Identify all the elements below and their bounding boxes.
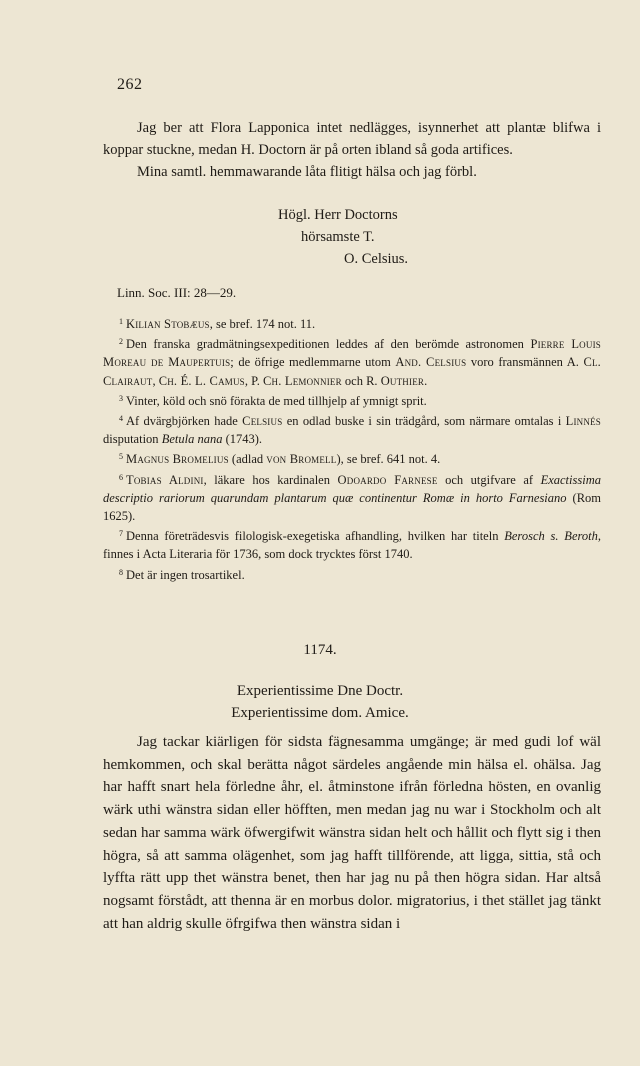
footnote-text: . [424, 373, 428, 388]
footnote [103, 469, 601, 526]
footnote-text: , P. [244, 373, 263, 388]
person-name: Linnés [565, 414, 601, 429]
letter-text [103, 731, 601, 935]
footnote-mark: 5 [119, 452, 123, 462]
footnote-text: disputation [103, 432, 162, 447]
person-name: Odoardo Farnese [337, 472, 438, 487]
person-name: Outhier [380, 373, 425, 388]
footnote-text: ), se bref. 641 not. 4. [336, 452, 441, 467]
salutation-line: Experientissime Dne Doctr. [236, 683, 404, 699]
footnote-text: , [152, 373, 159, 388]
letter-number: 1174. [303, 642, 337, 658]
footnote-mark: 8 [119, 567, 123, 577]
letter-closing [103, 204, 601, 270]
person-name: And. Celsius [395, 355, 467, 370]
source-reference: Linn. Soc. III: 28—29. [117, 285, 237, 300]
footnote-text: , läkare hos kardinalen [203, 472, 338, 487]
person-name: Celsius [242, 414, 283, 429]
salutation-line: Experientissime dom. Amice. [231, 705, 409, 721]
footnote-text: (adlad [228, 452, 267, 467]
footnote-mark: 7 [119, 529, 123, 539]
body-paragraph: Jag tackar kiärligen för sidsta fägnesamma umgänge; är med gudi lof wäl hemkommen, och skal berätta något särdeles angående min hälsa el. ohälsa. Jag har hafft snart hela förledne åhr, el. åtminstone ifrån förledna hösten, en ovanlig wärk uthi wänstra sidan eller höfften, men medan jag nu war i Stockholm och alt sedan har samma wärk öfwergifwit wänstra sidan helt och hållit och flytt sig i then högra, så att samma olägenhet, som jag hafft tillförende, att ligga, sittia, stå och lyffta rätt upp thet wänstra benet, then har jag nu på then högra sidan. Har altså nogsamt förstådt, att thenna är en morbus dolor. migratorius, i thet stället jag tänkt att han aldrig skulle öfrgifwa then wänstra sidan i [103, 734, 601, 932]
footnote-mark: 3 [119, 393, 123, 403]
footnote [103, 525, 601, 563]
footnote [103, 410, 601, 448]
footnote [103, 564, 601, 584]
footnote [103, 333, 601, 390]
closing-line: Högl. Herr Doctorns [278, 207, 398, 223]
person-name: Tobias Aldini [126, 472, 204, 487]
closing-line: hörsamste T. [301, 229, 375, 245]
person-name: Ch. Lemonnier [262, 373, 342, 388]
person-name: von Bromell [266, 452, 337, 467]
person-name: Magnus Bromelius [126, 452, 229, 467]
footnote-text: Den franska gradmätningsexpeditionen leddes af den berömde astronomen [126, 337, 531, 352]
footnote-text: och utgifvare af [437, 472, 541, 487]
footnote [103, 313, 601, 333]
work-title: Berosch s. Beroth [504, 529, 598, 544]
footnote-mark: 2 [119, 337, 123, 347]
footnote-text: ; de öfrige medlemmarne utom [230, 355, 396, 370]
footnote-text: voro fransmännen A. [466, 355, 584, 370]
person-name: Kilian Stobæus [126, 317, 210, 331]
signature: O. Celsius. [344, 251, 409, 267]
footnote-text: Det är ingen trosartikel. [126, 567, 245, 582]
footnote-text: (Rom 1625). [103, 490, 601, 524]
footnote [103, 448, 601, 468]
footnote-text: och R. [341, 373, 381, 388]
footnote-mark: 6 [119, 472, 123, 482]
page-number: 262 [117, 76, 143, 93]
work-title: Betula nana [161, 432, 223, 447]
footnote-text: Vinter, köld och snö förakta de med tillhjelp af ymnigt sprit. [126, 393, 427, 408]
footnote-text: Denna företrädesvis filologisk-exegetiska afhandling, hvilken har titeln [126, 529, 505, 544]
person-name: Cl. Clairaut [103, 355, 601, 388]
footnote [103, 390, 601, 410]
person-name: Ch. É. L. Camus [158, 373, 245, 388]
work-title: Exactissima descriptio rariorum quarundam plantarum quæ continentur Romæ in horto Farnesiano [103, 472, 601, 505]
body-paragraph: Jag ber att Flora Lapponica intet nedlägges, isynnerhet att plantæ blifwa i koppar stuckne, medan H. Doctorn är på orten ibland så goda artifices. [103, 120, 601, 158]
footnote-text: en odlad buske i sin trädgård, som närmare omtalas i [282, 414, 566, 429]
letter-body [103, 117, 601, 183]
body-paragraph: Mina samtl. hemmawarande låta flitigt hälsa och jag förbl. [137, 164, 477, 180]
footnotes [103, 313, 601, 584]
footnote-text: Af dvärgbjörken hade [126, 414, 243, 429]
footnote-mark: 4 [119, 414, 123, 424]
footnote-text: , se bref. 174 not. 11. [209, 317, 316, 331]
person-name: Pierre Louis Moreau de Maupertuis [103, 337, 601, 370]
salutation [0, 680, 640, 724]
footnote-text: , finnes i Acta Literaria för 1736, som dock trycktes först 1740. [103, 529, 601, 562]
footnote-mark: 1 [119, 317, 123, 326]
footnote-text: (1743). [222, 432, 263, 447]
